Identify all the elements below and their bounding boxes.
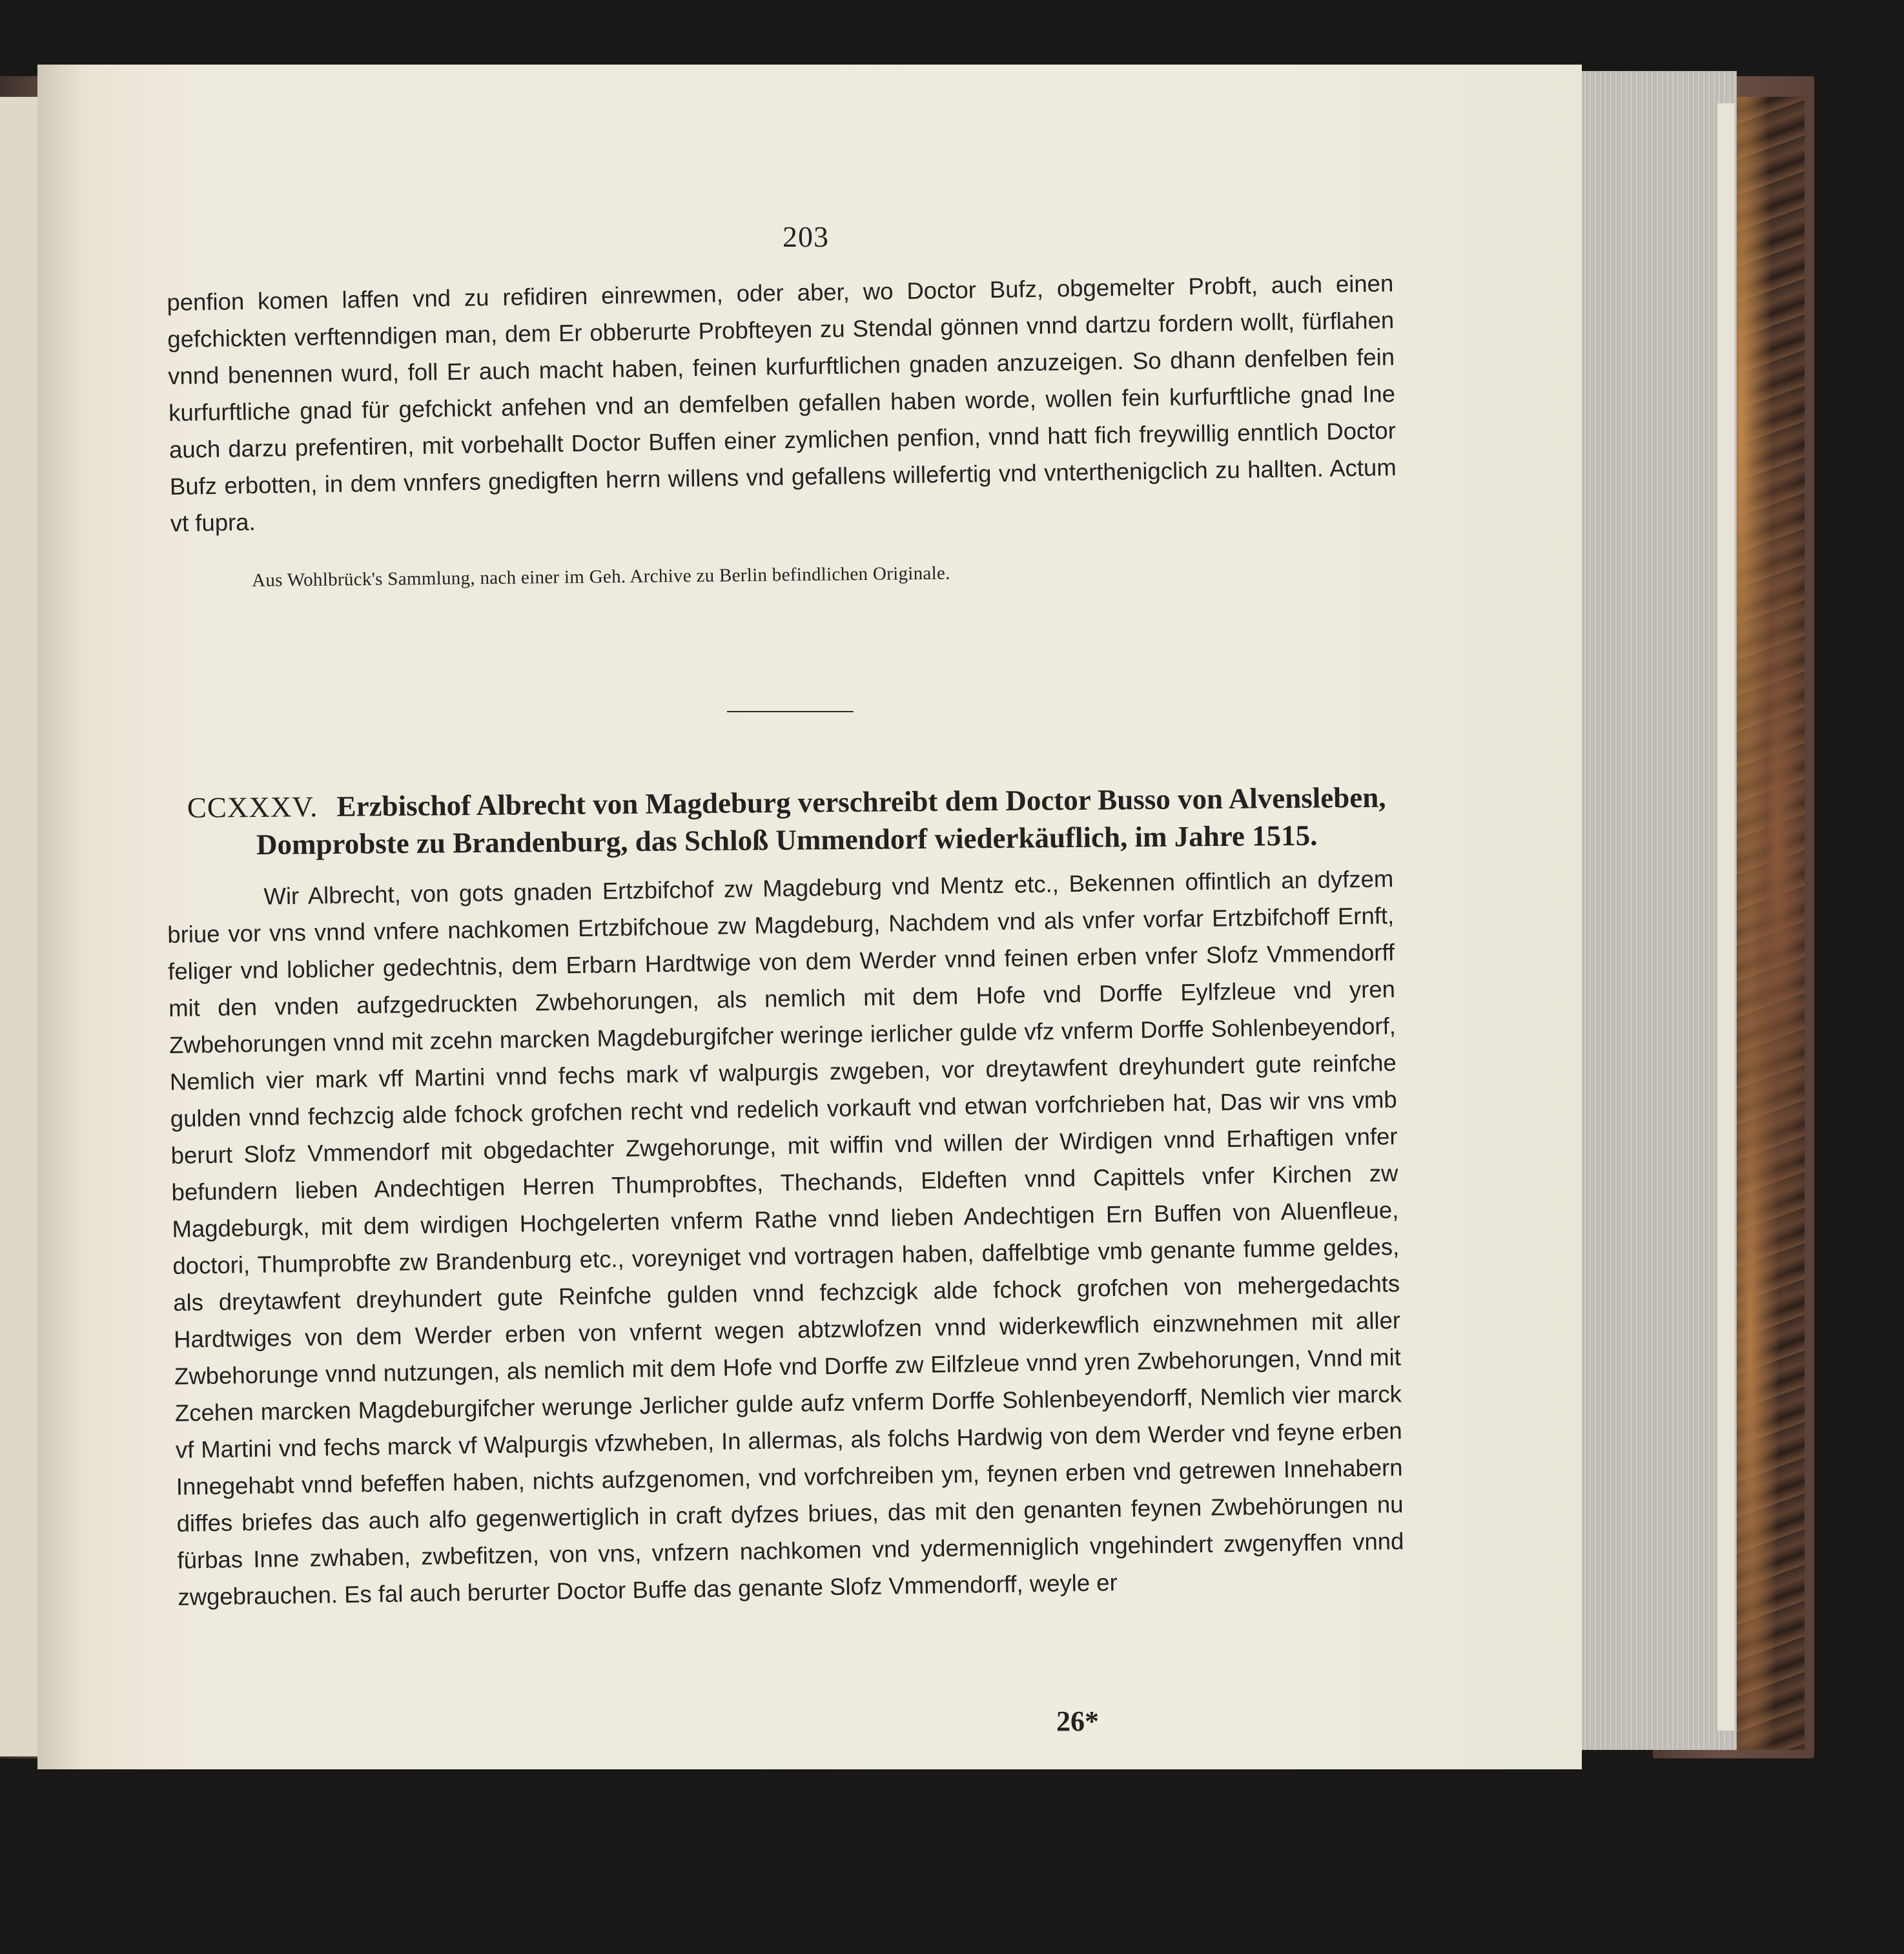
source-note: Aus Wohlbrück's Sammlung, nach einer im Geh. Archive zu Berlin befindlichen Originale. — [252, 562, 950, 591]
continued-text — [167, 265, 1397, 542]
document-body — [167, 860, 1405, 1616]
document-number: CCXXXV. — [187, 790, 318, 824]
page-number: 203 — [783, 220, 829, 253]
endpaper-strip — [1717, 103, 1734, 1731]
page-block-edge — [1581, 71, 1737, 1750]
signature-mark: 26* — [1056, 1705, 1099, 1737]
section-separator — [727, 711, 854, 712]
document-paragraph: Wir Albrecht, von gots gnaden Ertzbifchof zw Magdeburg vnd Mentz etc., Bekennen offintlich an dyfzem briue vor vns vnnd vnfere nachkomen Ertzbifchoue zw Magdeburg, Nachdem vnd als vnfer vorfar Ertzbifchoff Ernft, feliger vnd loblicher gedechtnis, dem Erbarn Hardtwige von dem Werder vnnd feinen erben vnfer Slofz Vmmendorff mit den vnden aufzgedruckten Zwbehorungen, als nemlich mit dem Hofe vnd Dorffe Eylfzleue vnd yren Zwbehorungen vnnd mit zcehn marcken Magdeburgifcher weringe ierlicher gulde vfz vnferm Dorffe Sohlenbeyendorf, Nemlich vier mark vff Martini vnnd fechs mark vf walpurgis zwgeben, vor dreytawfent dreyhundert gute reinfche gulden vnnd fechzcig alde fchock grofchen recht vnd redelich vorkauft vnd etwan vorfchrieben hat, Das wir vns vmb berurt Slofz Vmmendorf mit obgedachter Zwgehorunge, mit wiffin vnd willen der Wirdigen vnnd Erhaftigen vnfer befundern lieben Andechtigen Herren Thumprobftes, Thechands, Eldeften vnnd Capittels vnfer Kirchen zw Magdeburgk, mit dem wirdigen Hochgelerten vnferm Rathe vnnd lieben Andechtigen Ern Buffen von Aluenfleue, doctori, Thumprobfte zw Brandenburg etc., voreyniget vnd vortragen haben, daffelbtige vmb genante fumme geldes, als dreytawfent dreyhundert gute Reinfche gulden vnnd fechzcigk alde fchock grofchen von mehergedachts Hardtwiges von dem Werder erben von vnfernt wegen abtzwlofzen vnnd widerkewflich einzwnehmen mit aller Zwbehorunge vnnd nutzungen, als nemlich mit dem Hofe vnd Dorffe zw Eilfzleue vnnd yren Zwbehorungen, Vnnd mit Zcehen marcken Magdeburgifcher werunge Jerlicher gulde aufz vnferm Dorffe Sohlenbeyendorff, Nemlich vier marck vf Martini vnd fechs marck vf Walpurgis vfzwheben, In allermas, als folchs Hardwig von dem Werder vnd feyne erben Innegehabt vnnd befeffen haben, nichts aufzgenomen, vnd vorfchreiben ym, feynen erben vnd getrewen Innehabern diffes briefes das auch alfo gegenwertiglich in craft dyfzes briues, das mit den genanten feynen Zwbehörungen nu fürbas Inne zwhaben, zwbefitzen, von vns, vnfzern nachkomen vnd ydermenniglich vngehindert zwgenyffen vnnd zwgebrauchen. Es fal auch berurter Doctor Buffe das genante Slofz Vmmendorff, weyle er — [167, 865, 1404, 1610]
left-page-edge — [0, 97, 43, 1756]
document-heading — [179, 779, 1394, 864]
document-title: Erzbischof Albrecht von Magdeburg verschreibt dem Doctor Busso von Alvensleben, Domprobste zu Brandenburg, das Schloß Ummendorf wiederkäuflich, im Jahre 1515. — [256, 781, 1386, 861]
book-page — [37, 65, 1582, 1769]
continued-paragraph: penfion komen laffen vnd zu refidiren einrewmen, oder aber, wo Doctor Bufz, obgemelter Probft, auch einen gefchickten verftenndigen man, dem Er obberurte Probfteyen zu Stendal gönnen vnnd dartzu fordern wollt, fürflahen vnnd benennen wurd, foll Er auch macht haben, feinen kurfurftlichen gnaden anzuzeigen. So dhann denfelben fein kurfurftliche gnad für gefchickt anfehen vnd an demfelben gefallen haben worde, wollen fein kurfurftliche gnad Ine auch darzu prefentiren, mit vorbehallt Doctor Buffen einer zymlichen penfion, vnnd hatt fich freywillig enntlich Doctor Bufz erbotten, in dem vnnfers gnedigften herrn willens vnd gefallens willefertig vnd vnterthenigclich zu hallten. Actum vt fupra. — [167, 270, 1397, 537]
